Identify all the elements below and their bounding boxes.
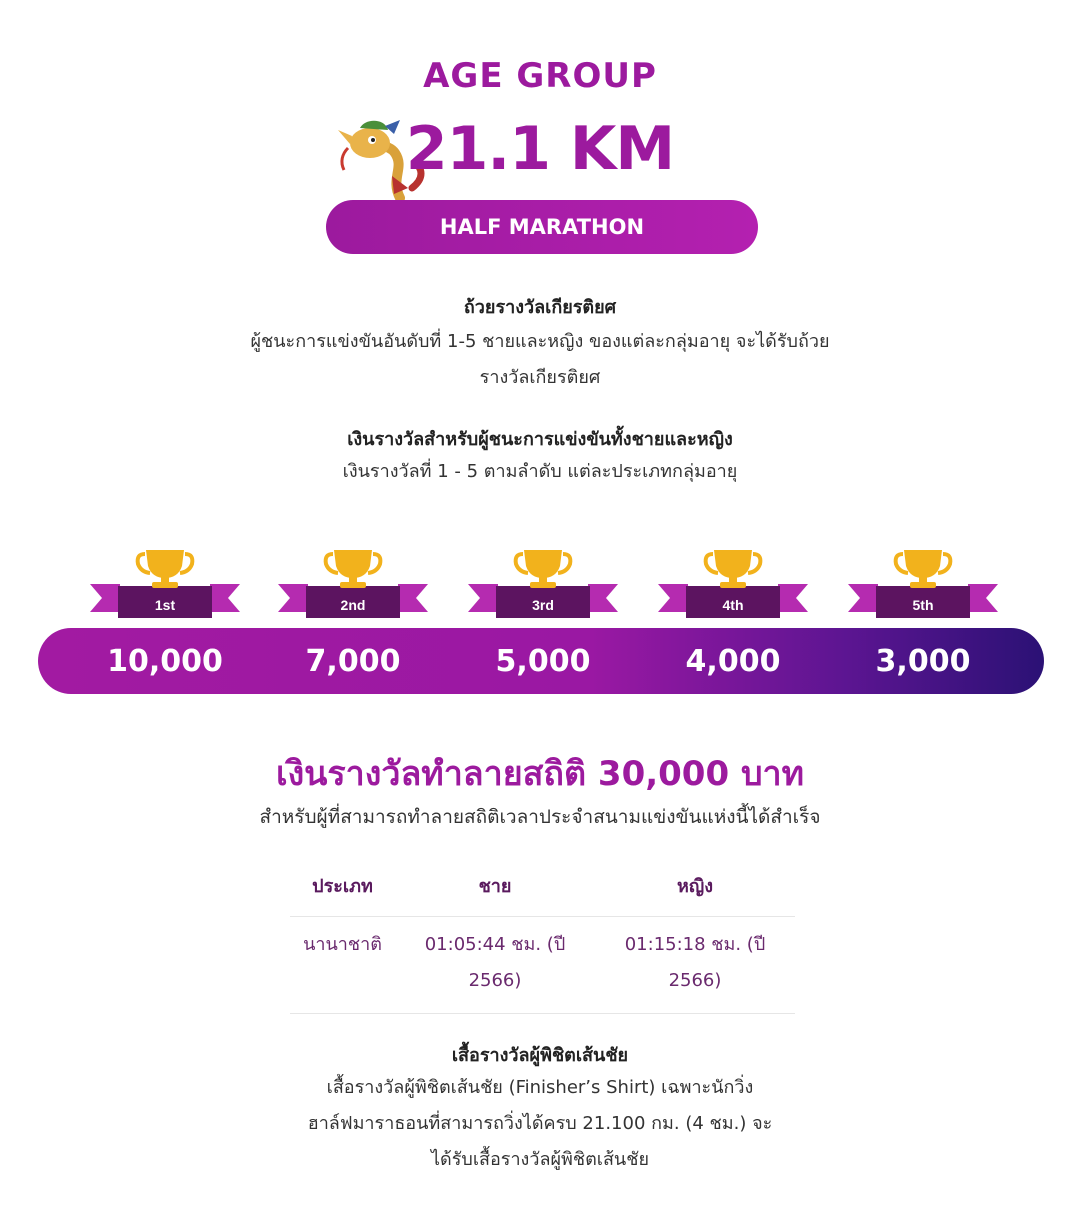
cell-male-record-line2: 2566) [468, 970, 522, 991]
trophy-icon [468, 540, 618, 622]
prize-amount-1: 10,000 [107, 644, 223, 679]
prize-amount-3: 5,000 [495, 644, 591, 679]
header-category: ประเภท [312, 876, 373, 897]
prize-section-title: เงินรางวัลสำหรับผู้ชนะการแข่งขันทั้งชายและหญิง [347, 429, 733, 450]
trophy-section-title: ถ้วยรางวัลเกียรติยศ [463, 297, 617, 318]
trophy-icon [848, 540, 998, 622]
header-female: หญิง [677, 876, 713, 897]
rank-label: 2nd [340, 597, 366, 613]
cell-category: นานาชาติ [303, 934, 382, 955]
age-group-title: AGE GROUP [423, 56, 657, 96]
cell-male-record-line1: 01:05:44 ชม. (ปี [424, 934, 566, 955]
prize-amount-4: 4,000 [685, 644, 781, 679]
rank-ribbon-4 [658, 540, 808, 622]
cell-female-record [595, 927, 795, 999]
rank-ribbon-2 [278, 540, 428, 622]
cell-female-record-line1: 01:15:18 ชม. (ปี [624, 934, 766, 955]
distance-heading: 21.1 KM [405, 114, 675, 184]
rank-label: 5th [912, 597, 934, 613]
record-table [290, 866, 795, 1014]
record-table-header [290, 866, 795, 917]
record-prize-subtitle: สำหรับผู้ที่สามารถทำลายสถิติเวลาประจำสนามแข่งขันแห่งนี้ได้สำเร็จ [259, 806, 821, 828]
rank-label: 3rd [532, 597, 554, 613]
shirt-section-line3: ได้รับเสื้อรางวัลผู้พิชิตเส้นชัย [430, 1149, 649, 1170]
shirt-section-line2: ฮาล์ฟมาราธอนที่สามารถวิ่งได้ครบ 21.100 กม. (4 ชม.) จะ [307, 1113, 773, 1134]
rank-ribbon-5 [848, 540, 998, 622]
rank-label: 1st [154, 597, 176, 613]
trophy-section-line1: ผู้ชนะการแข่งขันอันดับที่ 1-5 ชายและหญิง ของแต่ละกลุ่มอายุ จะได้รับถ้วย [250, 331, 830, 352]
prize-section-subtitle: เงินรางวัลที่ 1 - 5 ตามลำดับ แต่ละประเภทกลุ่มอายุ [342, 461, 738, 482]
rank-label: 4th [722, 597, 744, 613]
cell-male-record [395, 927, 595, 999]
table-row [290, 917, 795, 1014]
prize-amount-5: 3,000 [875, 644, 971, 679]
cell-female-record-line2: 2566) [668, 970, 722, 991]
race-name-pill: HALF MARATHON [326, 200, 758, 254]
record-prize-title: เงินรางวัลทำลายสถิติ 30,000 บาท [275, 754, 805, 794]
trophy-section-line2: รางวัลเกียรติยศ [479, 367, 601, 388]
trophy-icon [278, 540, 428, 622]
prize-amount-2: 7,000 [305, 644, 401, 679]
shirt-section-title: เสื้อรางวัลผู้พิชิตเส้นชัย [451, 1045, 629, 1066]
trophy-icon [658, 540, 808, 622]
rank-ribbon-1 [90, 540, 240, 622]
header-male: ชาย [478, 876, 512, 897]
trophy-icon [90, 540, 240, 622]
shirt-section-line1: เสื้อรางวัลผู้พิชิตเส้นชัย (Finisher’s Shirt) เฉพาะนักวิ่ง [326, 1077, 754, 1098]
rank-ribbon-3 [468, 540, 618, 622]
